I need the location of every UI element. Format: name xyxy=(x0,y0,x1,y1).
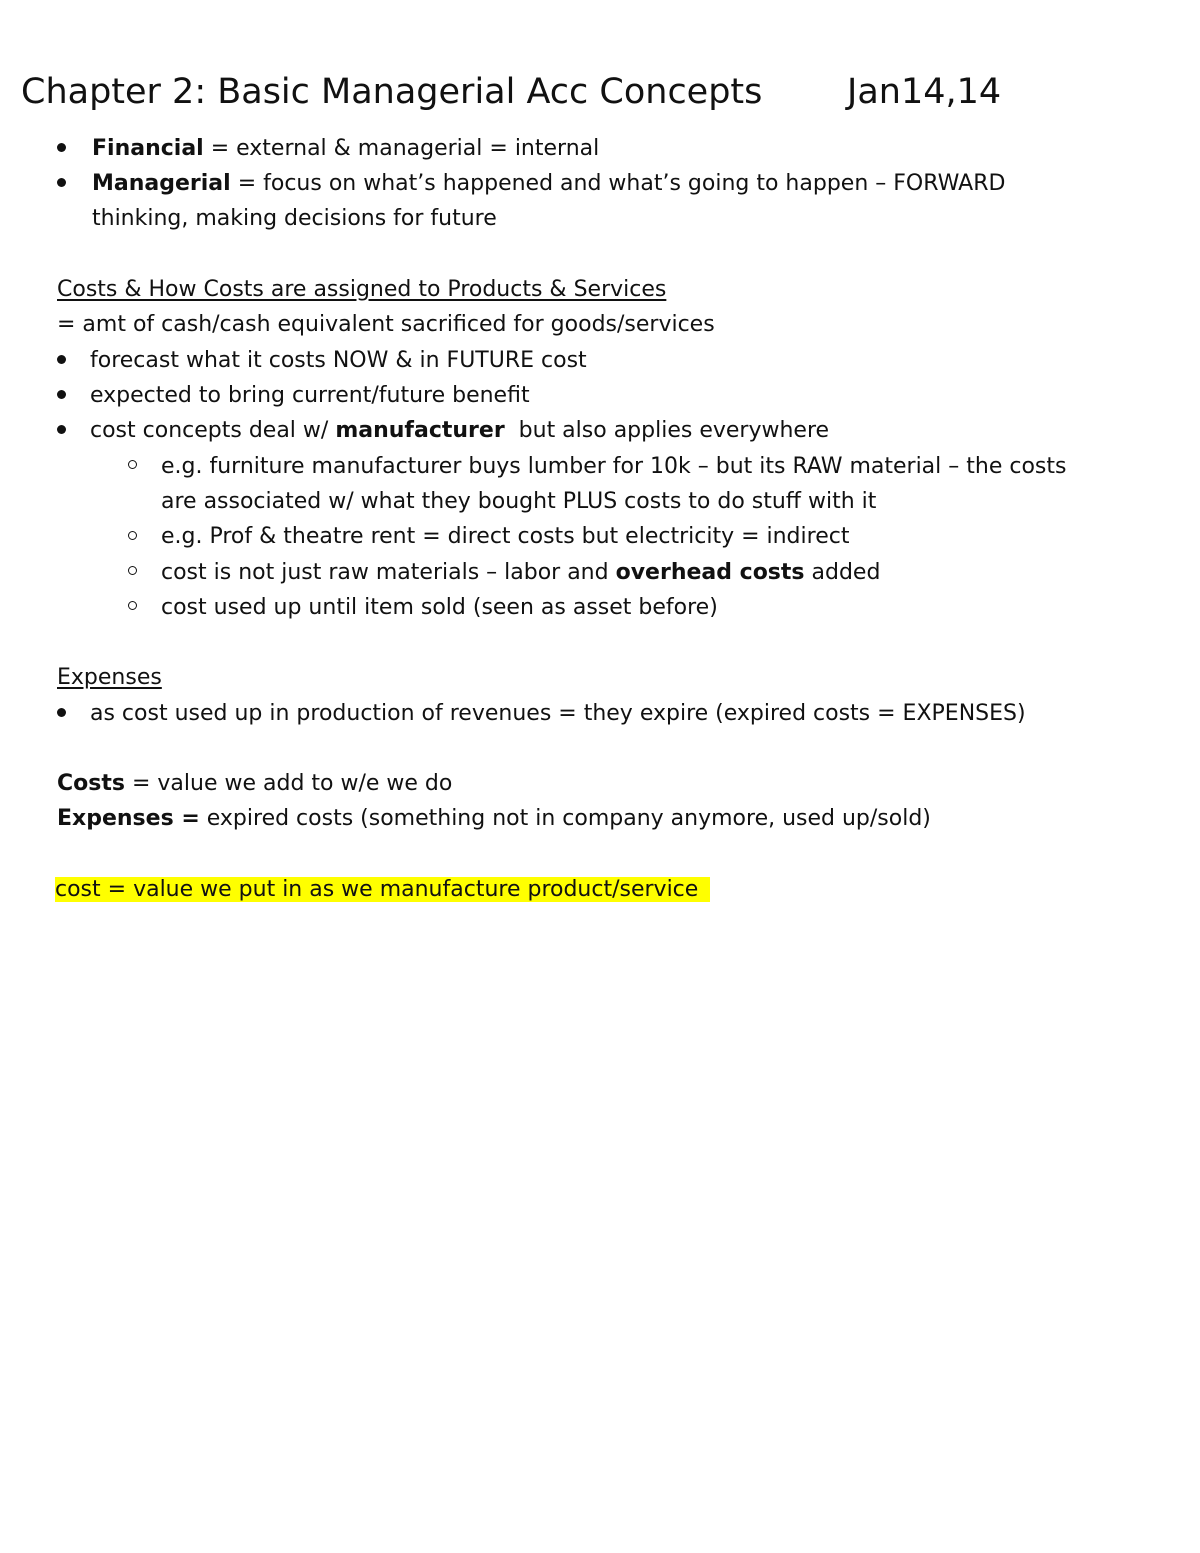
expenses-definition-text: expired costs (something not in company anymore, used up/sold) xyxy=(199,806,931,831)
expenses-definition-line xyxy=(57,801,931,836)
costs-bullet-manufacturer xyxy=(90,413,829,448)
bullet-icon xyxy=(57,143,66,152)
title-date: Jan14,14 xyxy=(847,72,1002,112)
sub-bullet-overhead xyxy=(161,555,880,590)
title-text: Chapter 2: Basic Managerial Acc Concepts xyxy=(21,72,763,112)
overhead-pre: cost is not just raw materials – labor and xyxy=(161,560,616,585)
sub-bullet-rent: e.g. Prof & theatre rent = direct costs but electricity = indirect xyxy=(161,524,850,549)
overhead-post: added xyxy=(804,560,881,585)
bullet-icon xyxy=(57,390,66,399)
sub-bullet-furniture: e.g. furniture manufacturer buys lumber for 10k – but its RAW material – the costs xyxy=(161,454,1067,479)
expenses-bullet: as cost used up in production of revenues = they expire (expired costs = EXPENSES) xyxy=(90,701,1026,726)
sub-bullet-icon xyxy=(128,566,137,575)
costs-definition: = amt of cash/cash equivalent sacrificed for goods/services xyxy=(57,312,715,337)
sub-bullet-icon xyxy=(128,460,137,469)
sub-bullet-furniture-continued: are associated w/ what they bought PLUS costs to do stuff with it xyxy=(161,489,877,514)
costs-definition-line xyxy=(57,766,452,801)
intro-managerial-continued: thinking, making decisions for future xyxy=(92,206,497,231)
intro-managerial xyxy=(92,166,1005,201)
bullet-icon xyxy=(57,355,66,364)
intro-financial-text: = external & managerial = internal xyxy=(203,136,600,161)
page-title xyxy=(21,68,1002,116)
costs-definition-text: = value we add to w/e we do xyxy=(124,771,453,796)
bullet-icon xyxy=(57,178,66,187)
highlighted-text: cost = value we put in as we manufacture product/service xyxy=(55,877,710,902)
highlighted-statement xyxy=(55,872,710,907)
term-manufacturer: manufacturer xyxy=(335,418,505,443)
costs-bullet-forecast: forecast what it costs NOW & in FUTURE cost xyxy=(90,348,587,373)
costs-heading: Costs & How Costs are assigned to Products & Services xyxy=(57,277,667,302)
intro-managerial-text: = focus on what’s happened and what’s going to happen – FORWARD xyxy=(230,171,1006,196)
bullet-icon xyxy=(57,425,66,434)
sub-bullet-icon xyxy=(128,601,137,610)
costs-bullet-benefit: expected to bring current/future benefit xyxy=(90,383,530,408)
expenses-heading: Expenses xyxy=(57,665,162,690)
bullet-icon xyxy=(57,708,66,717)
sub-bullet-used-up: cost used up until item sold (seen as asset before) xyxy=(161,595,718,620)
term-costs: Costs xyxy=(57,771,125,796)
intro-financial xyxy=(92,131,599,166)
bullet3-pre: cost concepts deal w/ xyxy=(90,418,336,443)
bullet3-post: but also applies everywhere xyxy=(504,418,830,443)
sub-bullet-icon xyxy=(128,531,137,540)
term-overhead-costs: overhead costs xyxy=(615,560,805,585)
term-financial: Financial xyxy=(92,136,204,161)
term-managerial: Managerial xyxy=(92,171,231,196)
term-expenses: Expenses = xyxy=(57,806,200,831)
